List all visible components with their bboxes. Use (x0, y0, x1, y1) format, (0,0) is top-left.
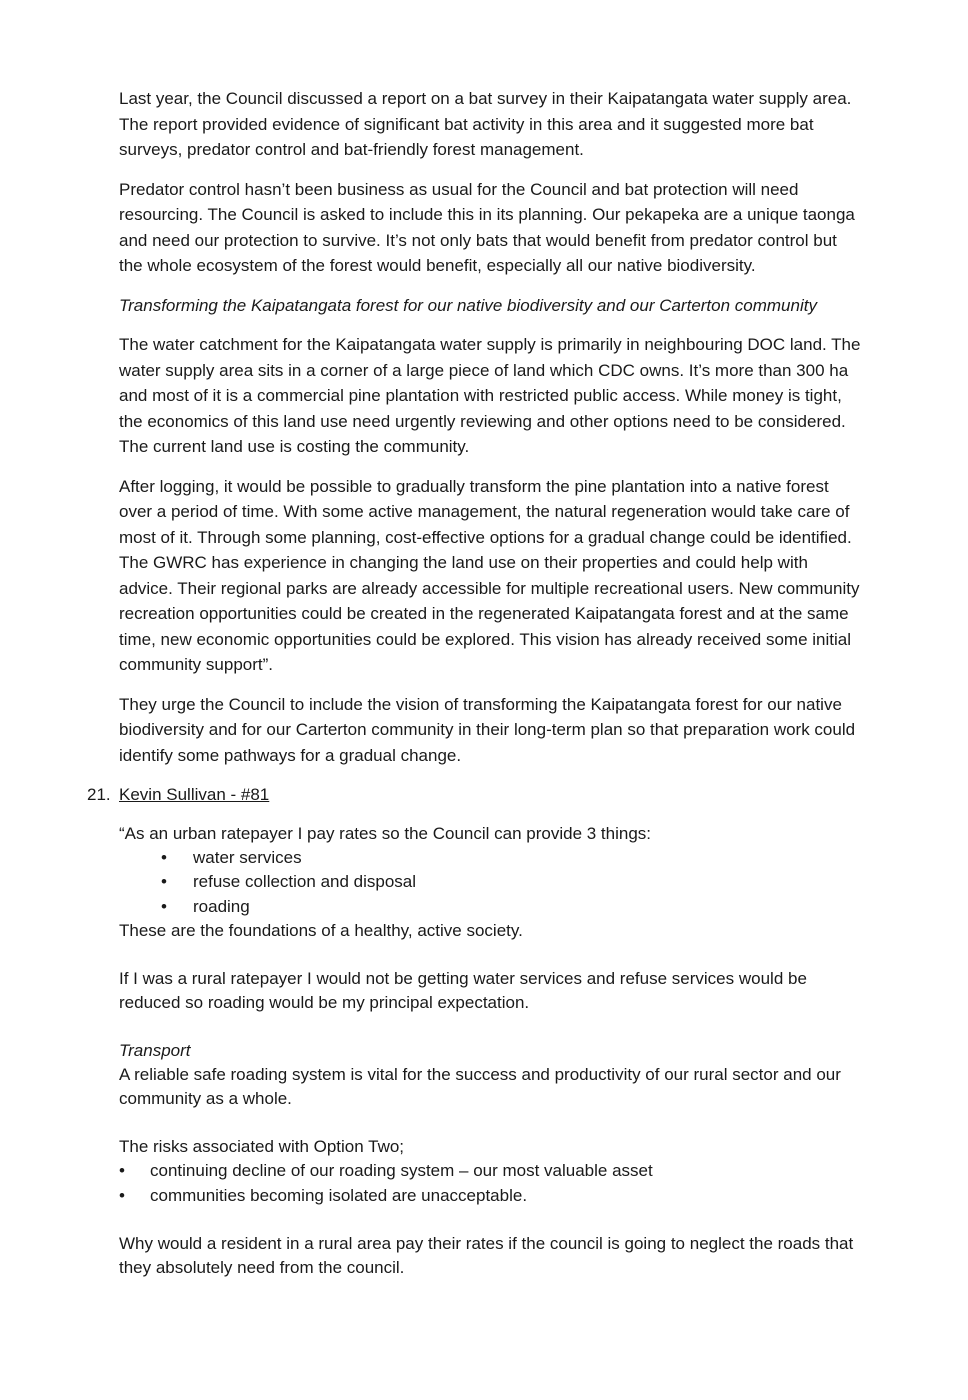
list-item: • refuse collection and disposal (119, 870, 864, 895)
list-item: • continuing decline of our roading system – our most valuable asset (119, 1159, 864, 1184)
transport-heading: Transport (119, 1041, 191, 1060)
bullet-icon: • (161, 872, 167, 891)
document-page (87, 86, 864, 1280)
paragraph-after-logging: After logging, it would be possible to gradually transform the pine plantation into a native forest over a period of time. With some active management, the natural regeneration would take care of most of it. Through some planning, cost-effective options for a gradual change could be identified. The GWRC has experience in changing the land use on their properties and could help with advice. Their regional parks are already accessible for multiple recreational users. New community recreation opportunities could be created in the regenerated Kaipatangata forest and at the same time, new economic opportunities could be explored. This vision has already received some initial community support”. (119, 476, 860, 674)
item-number: 21. (87, 785, 111, 804)
risks-intro: The risks associated with Option Two; (119, 1137, 405, 1156)
section-heading-transforming: Transforming the Kaipatangata forest for our native biodiversity and our Carterton community (119, 295, 817, 315)
list-item: • roading (119, 895, 864, 920)
submission-item-21 (87, 782, 864, 808)
paragraph-foundations: These are the foundations of a healthy, active society. (119, 921, 523, 940)
paragraph-urge-council: They urge the Council to include the vision of transforming the Kaipatangata forest for our native biodiversity and for our Carterton community in their long-term plan so that preparation work could identify some pathways for a gradual change. (119, 694, 856, 765)
bullet-icon: • (119, 1161, 125, 1180)
risks-list (119, 1159, 864, 1208)
paragraph-rural-ratepayer: If I was a rural ratepayer I would not be getting water services and refuse services would be reduced so roading would be my principal expectation. (119, 969, 807, 1012)
paragraph-transport: A reliable safe roading system is vital for the success and productivity of our rural sector and our community as a whole. (119, 1065, 841, 1108)
services-list (119, 846, 864, 920)
paragraph-bat-survey: Last year, the Council discussed a report on a bat survey in their Kaipatangata water supply area. The report provided evidence of significant bat activity in this area and it suggested more bat surveys, predator control and bat-friendly forest management. (119, 89, 852, 159)
paragraph-closing: Why would a resident in a rural area pay their rates if the council is going to neglect the roads that they absolutely need from the council. (119, 1234, 854, 1277)
bullet-icon: • (119, 1185, 125, 1205)
paragraph-water-catchment: The water catchment for the Kaipatangata water supply is primarily in neighbouring DOC land. The water supply area sits in a corner of a large piece of land which CDC owns. It’s more than 300 ha and most of it is a commercial pine plantation with restricted public access. While money is tight, the economics of this land use need urgently reviewing and other options need to be considered. The current land use is costing the community. (119, 335, 861, 456)
list-item: • communities becoming isolated are unacceptable. (119, 1184, 864, 1209)
list-item: • water services (119, 846, 864, 871)
bullet-icon: • (161, 847, 167, 867)
paragraph-predator-control: Predator control hasn’t been business as usual for the Council and bat protection will need resourcing. The Council is asked to include this in its planning. Our pekapeka are a unique taonga and need our protection to survive. It’s not only bats that would benefit from predator control but the whole ecosystem of the forest would benefit, especially all our native biodiversity. (119, 179, 855, 275)
submitter-name: Kevin Sullivan - #81 (119, 785, 270, 804)
submission-intro: “As an urban ratepayer I pay rates so the Council can provide 3 things: (119, 823, 652, 843)
bullet-icon: • (161, 896, 167, 916)
